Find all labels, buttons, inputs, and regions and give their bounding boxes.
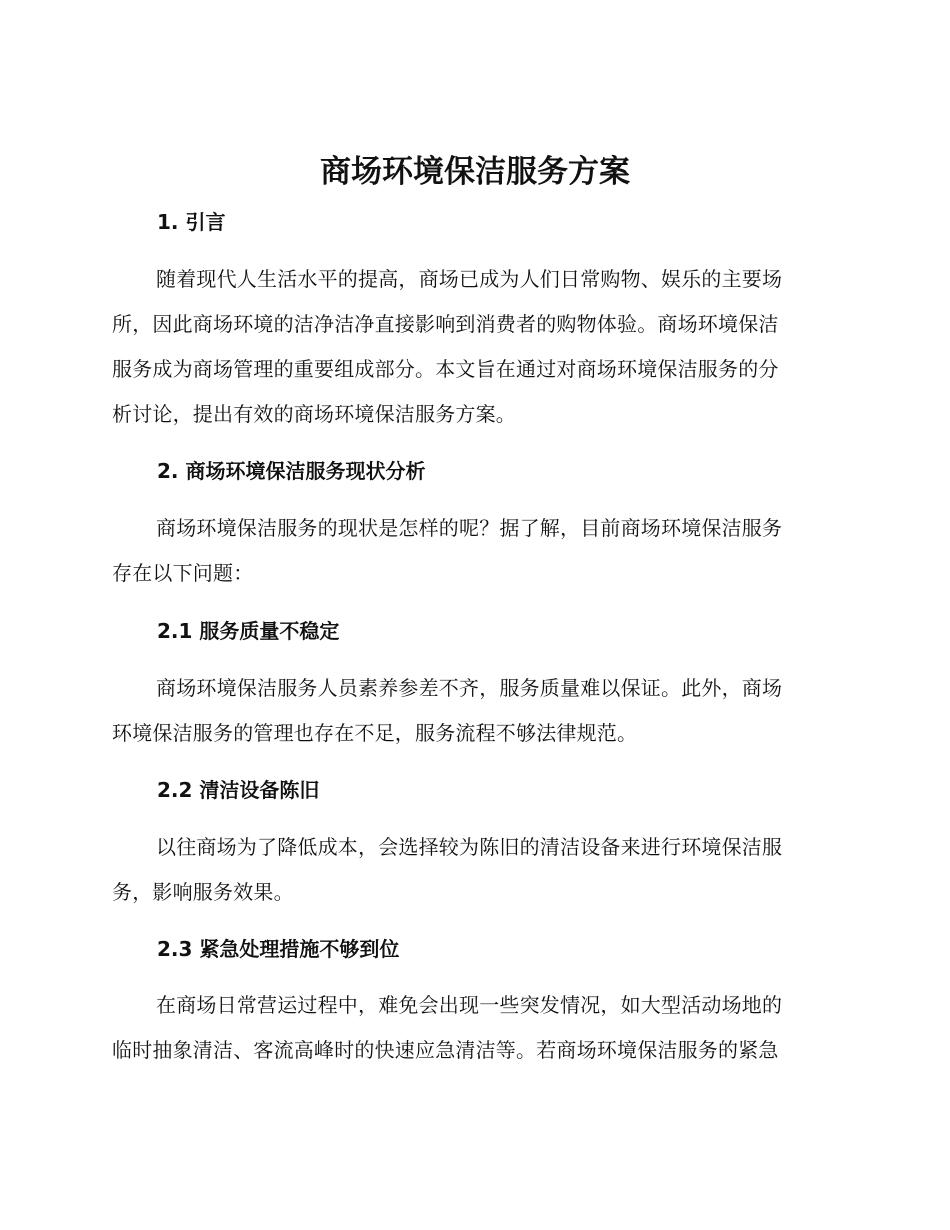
paragraph-line: 所，因此商场环境的洁净洁净直接影响到消费者的购物体验。商场环境保洁 bbox=[112, 312, 779, 336]
section-heading-status-analysis: 2. 商场环境保洁服务现状分析 bbox=[157, 459, 426, 483]
paragraph-line: 存在以下问题： bbox=[112, 561, 254, 585]
section-heading-service-quality: 2.1 服务质量不稳定 bbox=[157, 619, 340, 643]
paragraph-line: 服务成为商场管理的重要组成部分。本文旨在通过对商场环境保洁服务的分 bbox=[112, 357, 779, 381]
paragraph-line: 商场环境保洁服务的现状是怎样的呢？据了解，目前商场环境保洁服务 bbox=[156, 516, 783, 540]
section-heading-intro: 1. 引言 bbox=[157, 210, 226, 234]
section-heading-equipment: 2.2 清洁设备陈旧 bbox=[157, 778, 320, 802]
section-paragraph-equipment bbox=[112, 825, 828, 915]
paragraph-line: 务，影响服务效果。 bbox=[112, 880, 294, 904]
paragraph-line: 随着现代人生活水平的提高，商场已成为人们日常购物、娱乐的主要场 bbox=[156, 267, 783, 291]
paragraph-line: 环境保洁服务的管理也存在不足，服务流程不够法律规范。 bbox=[112, 721, 638, 745]
paragraph-line: 商场环境保洁服务人员素养参差不齐，服务质量难以保证。此外，商场 bbox=[156, 676, 783, 700]
section-paragraph-emergency bbox=[112, 983, 828, 1073]
paragraph-line: 临时抽象清洁、客流高峰时的快速应急清洁等。若商场环境保洁服务的紧急 bbox=[112, 1038, 779, 1062]
section-paragraph-service-quality bbox=[112, 666, 828, 756]
paragraph-line: 以往商场为了降低成本，会选择较为陈旧的清洁设备来进行环境保洁服 bbox=[156, 835, 783, 859]
section-paragraph-status-analysis bbox=[112, 506, 828, 596]
document-title: 商场环境保洁服务方案 bbox=[320, 154, 630, 190]
paragraph-line: 析讨论，提出有效的商场环境保洁服务方案。 bbox=[112, 402, 516, 426]
paragraph-line: 在商场日常营运过程中，难免会出现一些突发情况，如大型活动场地的 bbox=[156, 993, 783, 1017]
section-paragraph-intro bbox=[112, 257, 828, 437]
section-heading-emergency: 2.3 紧急处理措施不够到位 bbox=[157, 937, 400, 961]
